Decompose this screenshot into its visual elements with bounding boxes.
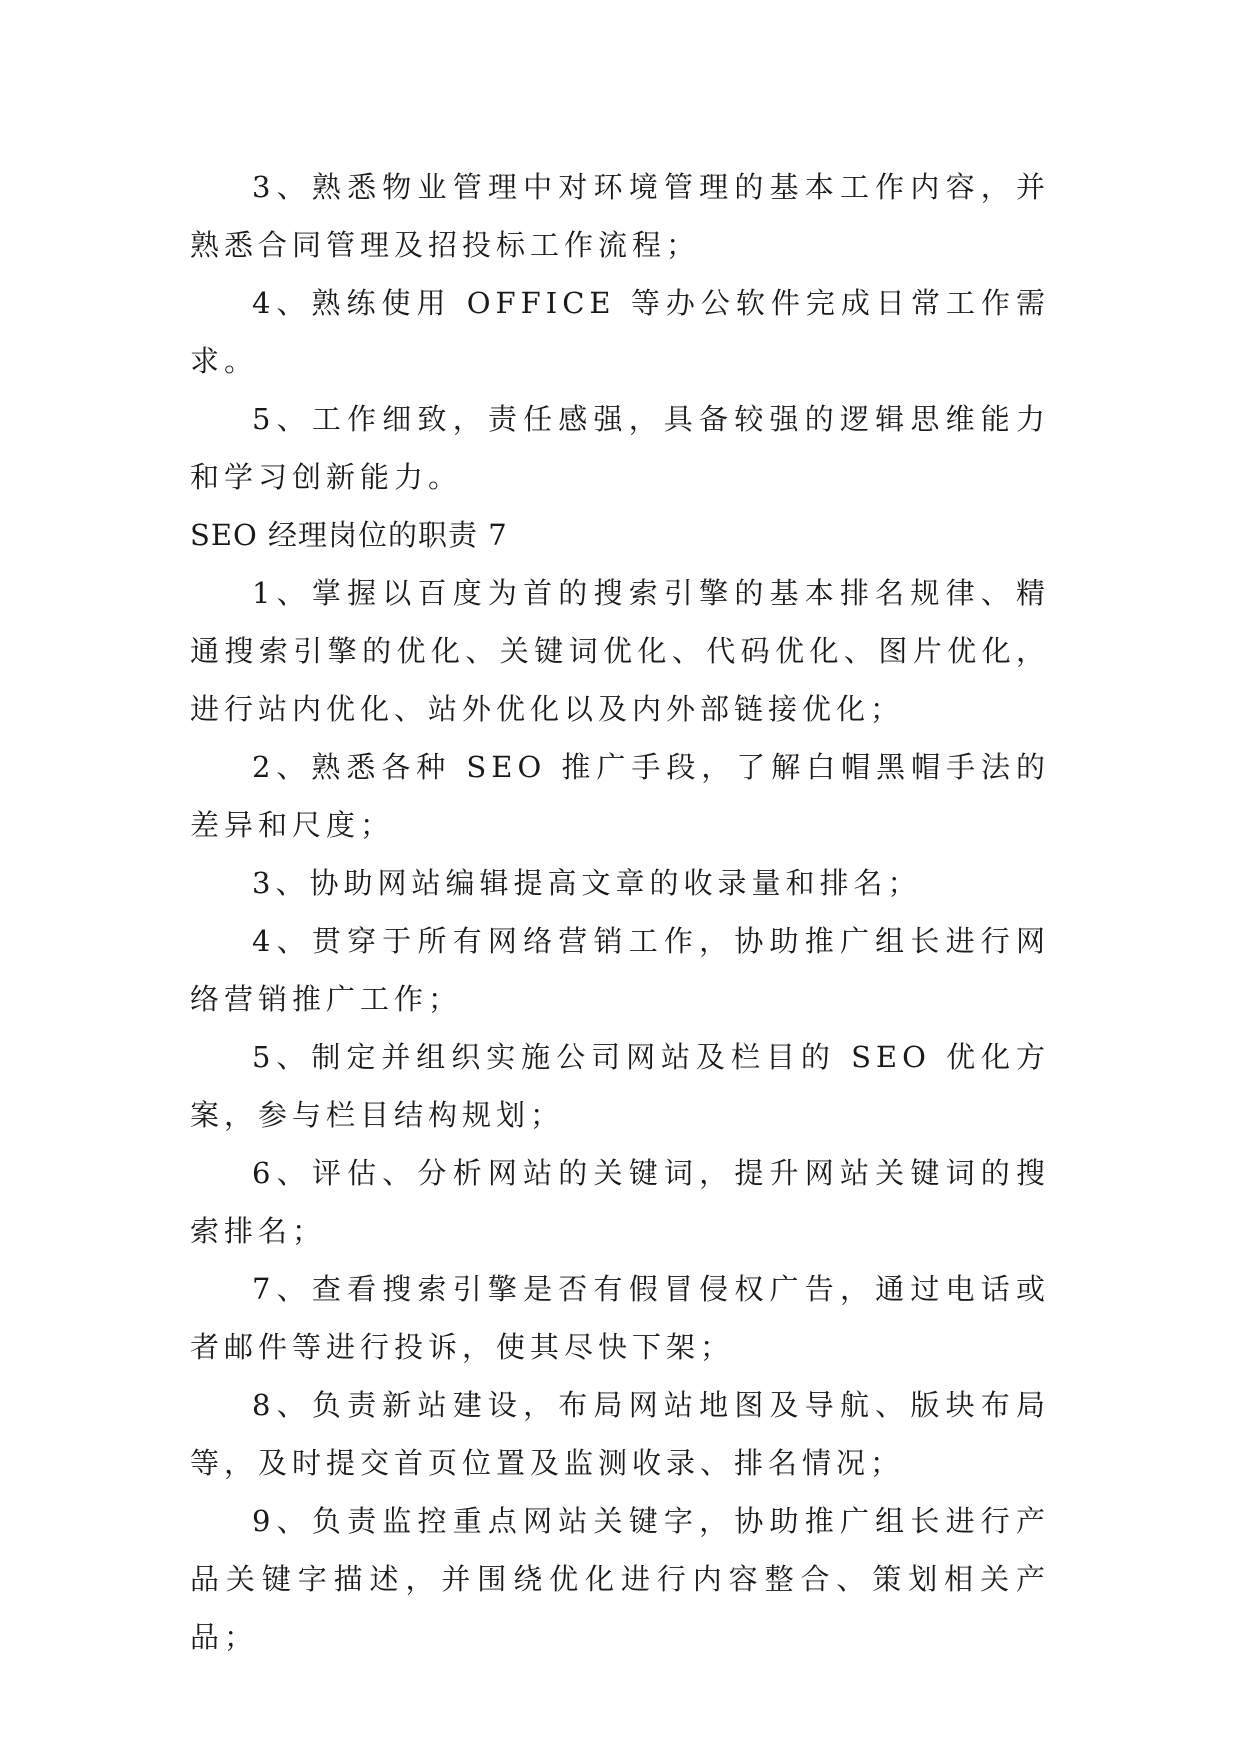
intro-item-4: 4、熟练使用 OFFICE 等办公软件完成日常工作需求。 — [190, 286, 1050, 378]
intro-item-3: 3、熟悉物业管理中对环境管理的基本工作内容，并熟悉合同管理及招投标工作流程； — [190, 170, 1050, 262]
document-body — [190, 158, 1050, 1666]
section-item-8: 8、负责新站建设，布局网站地图及导航、版块布局等，及时提交首页位置及监测收录、排名情况； — [190, 1388, 1050, 1480]
section-item-2: 2、熟悉各种 SEO 推广手段，了解白帽黑帽手法的差异和尺度； — [190, 750, 1050, 842]
section-item-9: 9、负责监控重点网站关键字，协助推广组长进行产品关键字描述，并围绕优化进行内容整合、策划相关产品； — [190, 1504, 1050, 1654]
section-item-6: 6、评估、分析网站的关键词，提升网站关键词的搜索排名； — [190, 1156, 1050, 1248]
section-item-1: 1、掌握以百度为首的搜索引擎的基本排名规律、精通搜索引擎的优化、关键词优化、代码优化、图片优化，进行站内优化、站外优化以及内外部链接优化； — [190, 576, 1050, 726]
section-title: SEO 经理岗位的职责 7 — [190, 518, 508, 552]
section-item-5: 5、制定并组织实施公司网站及栏目的 SEO 优化方案，参与栏目结构规划； — [190, 1040, 1050, 1132]
section-item-7: 7、查看搜索引擎是否有假冒侵权广告，通过电话或者邮件等进行投诉，使其尽快下架； — [190, 1272, 1050, 1364]
section-item-4: 4、贯穿于所有网络营销工作，协助推广组长进行网络营销推广工作； — [190, 924, 1050, 1016]
intro-item-5: 5、工作细致，责任感强，具备较强的逻辑思维能力和学习创新能力。 — [190, 402, 1050, 494]
section-item-3: 3、协助网站编辑提高文章的收录量和排名； — [252, 866, 922, 900]
